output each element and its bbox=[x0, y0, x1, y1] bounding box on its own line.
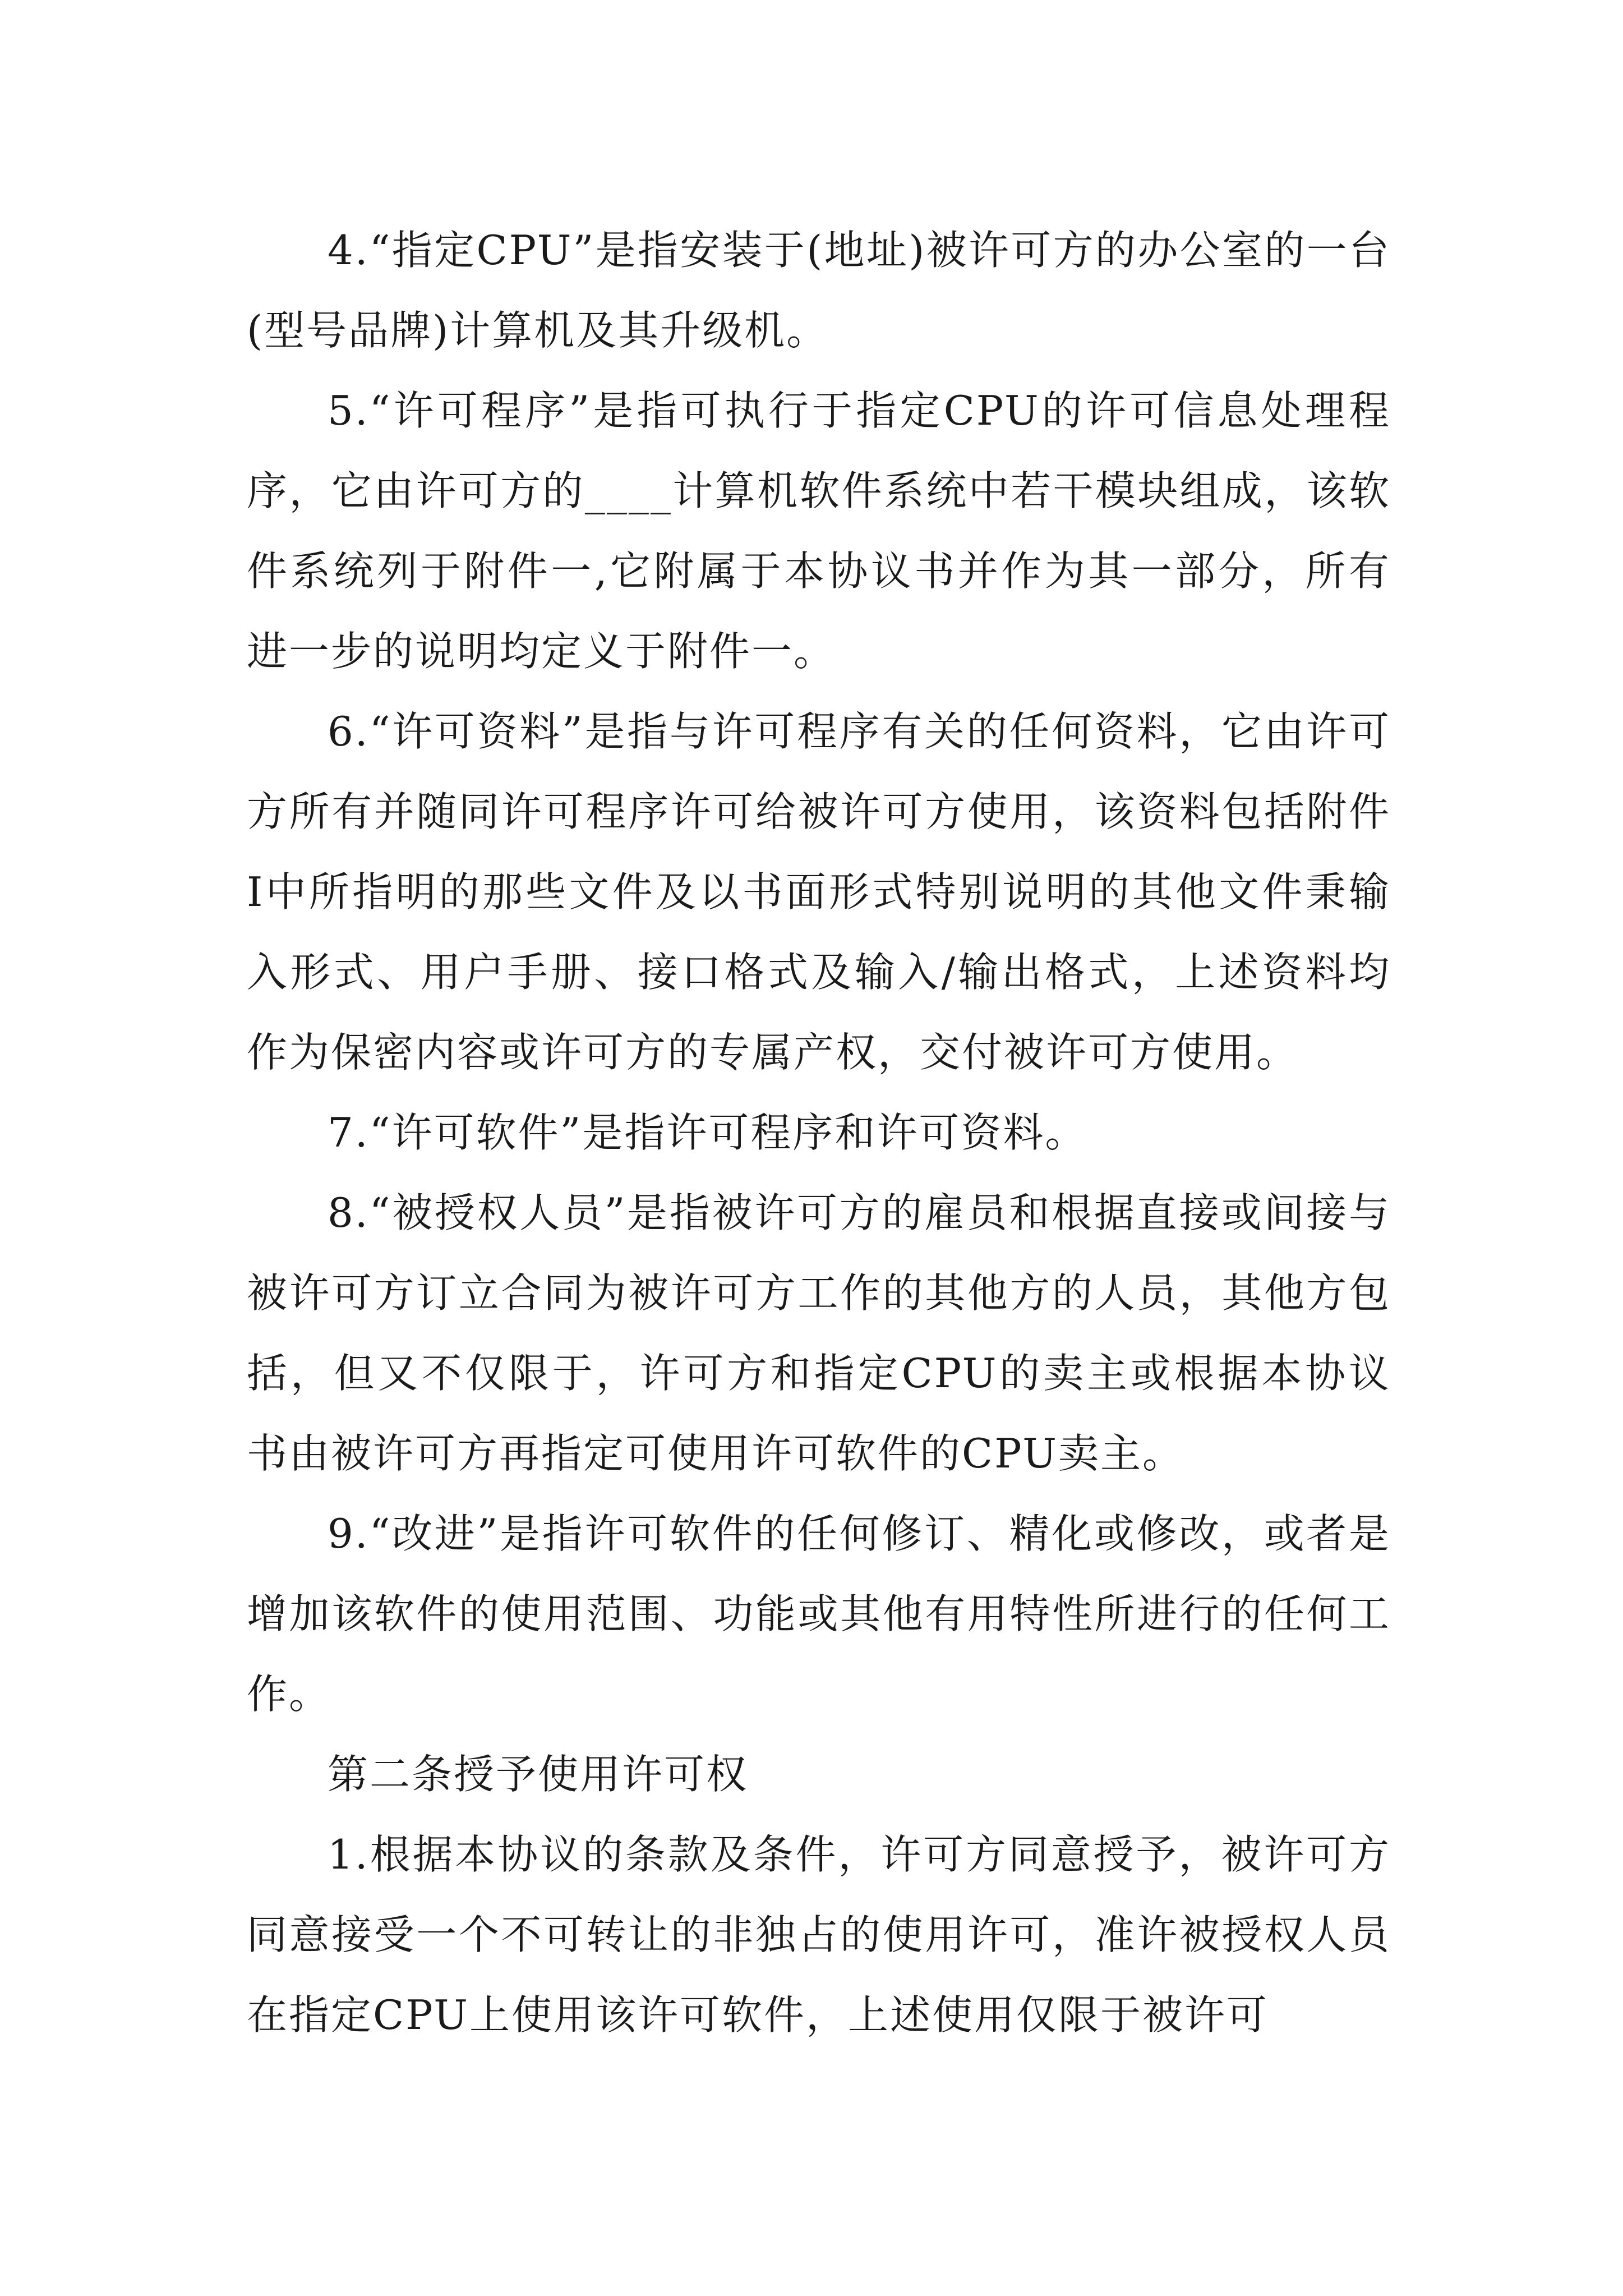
clause-8-authorized-personnel: 8.“被授权人员”是指被许可方的雇员和根据直接或间接与被许可方订立合同为被许可方工作的其他方的人员，其他方包括，但又不仅限于，许可方和指定CPU的卖主或根据本协议书由被许可方再指定可使用许可软件的CPU卖主。 bbox=[247, 1189, 1391, 1477]
clause-5-licensed-program: 5.“许可程序”是指可执行于指定CPU的许可信息处理程序，它由许可方的____计算机软件系统中若干模块组成，该软件系统列于附件一,它附属于本协议书并作为其一部分，所有进一步的说明均定义于附件一。 bbox=[247, 387, 1391, 675]
article-2-clause-1: 1.根据本协议的条款及条件，许可方同意授予，被许可方同意接受一个不可转让的非独占的使用许可，准许被授权人员在指定CPU上使用该许可软件，上述使用仅限于被许可 bbox=[247, 1831, 1391, 2039]
clause-9-improvements: 9.“改进”是指许可软件的任何修订、精化或修改，或者是增加该软件的使用范围、功能或其他有用特性所进行的任何工作。 bbox=[247, 1510, 1391, 1718]
clause-6-licensed-materials: 6.“许可资料”是指与许可程序有关的任何资料，它由许可方所有并随同许可程序许可给被许可方使用，该资料包括附件I中所指明的那些文件及以书面形式特别说明的其他文件秉输入形式、用户手册、接口格式及输入/输出格式，上述资料均作为保密内容或许可方的专属产权，交付被许可方使用。 bbox=[247, 708, 1391, 1076]
document-body bbox=[247, 210, 1391, 2055]
clause-4-designated-cpu: 4.“指定CPU”是指安装于(地址)被许可方的办公室的一台(型号品牌)计算机及其升级机。 bbox=[247, 227, 1391, 354]
clause-7-licensed-software: 7.“许可软件”是指许可程序和许可资料。 bbox=[328, 1109, 1087, 1156]
article-2-heading: 第二条授予使用许可权 bbox=[328, 1751, 749, 1798]
